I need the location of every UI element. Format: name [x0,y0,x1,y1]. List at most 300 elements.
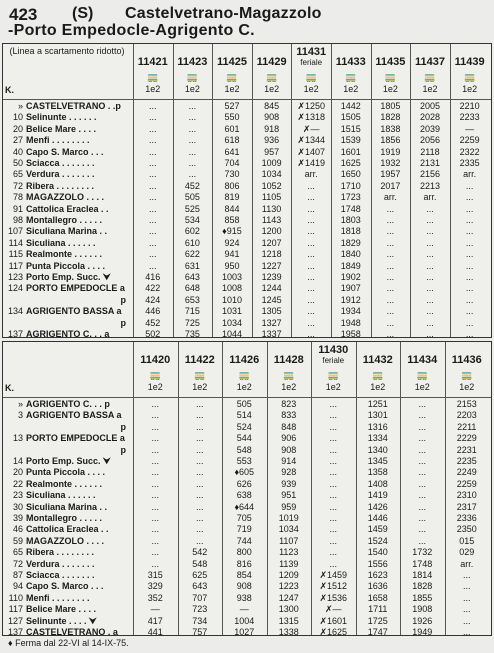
time-cell: ... [195,467,204,478]
time-cell: ... [149,158,157,168]
train-number: 11429 [256,56,287,68]
time-cell: ... [307,283,315,294]
km-value: 110 [8,592,23,603]
time-cell: 1009 [261,158,282,168]
table-row [3,456,491,467]
time-cell: ... [426,272,434,282]
time-cell: 1710 [340,180,361,191]
time-cell: 1838 [380,123,401,134]
time-cell: ... [426,317,434,328]
time-cell: 1019 [278,513,299,523]
railcar-icon: 🚃 [372,370,384,380]
time-cell: 1130 [261,203,282,214]
km-value: 20 [12,467,23,478]
class-label: 1e2 [192,382,208,392]
time-cell: 1828 [412,581,433,592]
station-name: Realmonte . . . . . . [26,478,103,489]
train-number-11426 [224,354,265,366]
time-cell: 548 [192,558,208,569]
station-name: Porto Emp. Succ. ⮟ [26,456,111,466]
train-number-11430 [313,344,354,365]
time-cell: 505 [184,192,200,203]
railcar-icon: 🚃 [327,370,339,380]
time-cell: 2039 [419,123,440,134]
time-cell: ... [151,421,159,432]
time-cell: ... [151,501,159,512]
station-name: Capo S. Marco . . . [26,146,104,157]
time-cell: 1949 [412,627,433,637]
time-cell: 1105 [261,192,282,203]
table-row [3,490,491,501]
class-label: 1e2 [343,84,359,94]
time-cell: ✗1250 [297,101,325,111]
station-name: Siculiana . . . . . . [26,237,96,248]
time-cell: 452 [145,317,161,328]
time-cell: 744 [236,535,252,546]
time-cell: 2229 [456,433,477,444]
train-number-11431 [293,46,329,67]
time-cell: 1505 [340,112,361,123]
station-name: Siculiana Marina . . [26,226,108,237]
time-cell: 845 [264,101,280,111]
time-cell: ... [307,226,315,237]
train-days: feriale [300,58,323,67]
time-cell: 1218 [261,249,282,260]
station-name: Capo S. Marco . . . [26,581,104,592]
time-cell: ✗1407 [297,146,325,157]
km-value: 137 [7,627,23,637]
time-cell: 2118 [420,146,440,157]
table-row [3,627,491,638]
time-cell: 2310 [456,490,477,501]
time-cell: 2336 [456,513,477,523]
time-cell: 950 [224,260,240,271]
time-cell: ... [195,501,204,512]
time-cell: 2213 [419,180,440,191]
time-cell: ... [386,294,395,305]
time-cell: 806 [224,180,240,191]
time-cell: 1849 [340,260,361,271]
train-number: 11425 [216,56,247,68]
km-value: 13 [12,433,23,444]
time-cell: ... [307,317,315,328]
station-name: AGRIGENTO C. . . p [26,399,110,409]
time-cell: 329 [147,581,163,592]
time-cell: 848 [281,421,297,432]
time-cell: 854 [236,570,252,580]
time-cell: 908 [264,112,280,123]
time-cell: ... [149,237,157,248]
table-row [3,306,491,317]
time-cell: ... [426,237,434,248]
table-row [3,616,491,627]
time-cell: 1829 [340,237,361,248]
time-cell: 534 [184,215,200,225]
railcar-icon: 🚃 [305,72,317,82]
time-cell: ... [188,135,197,146]
time-cell: ... [418,410,426,421]
time-cell: ... [418,421,426,432]
class-label: 1e2 [325,382,341,392]
time-cell: arr. [304,169,318,180]
table-row [3,226,491,237]
table-row [3,410,491,421]
time-cell: ... [465,317,474,328]
time-cell: ... [151,558,159,569]
time-cell: 502 [145,329,161,339]
time-cell: 908 [281,444,297,455]
table-row [3,581,491,592]
time-cell: ... [149,260,157,271]
time-cell: 2028 [419,112,440,123]
table-row [3,181,491,192]
time-cell: 730 [224,169,240,180]
time-cell: — [150,604,160,615]
table-row [3,479,491,490]
time-cell: ... [426,226,434,237]
train-number-11436 [447,354,488,366]
time-cell: ... [426,260,434,271]
station-name: Cattolica Eraclea . . [26,524,109,535]
route-title-line2: -Porto Empedocle-Agrigento C. [8,22,255,39]
time-cell: ... [195,535,204,546]
time-cell: 2259 [456,478,477,489]
time-cell: ... [195,444,204,455]
time-cell: 1027 [234,627,255,637]
time-cell: 1419 [367,490,388,501]
station-name: Porto Emp. Succ. ⮟ [26,272,111,282]
time-cell: 1408 [367,478,388,489]
time-cell: 2131 [419,158,440,168]
table-row [3,169,491,180]
train-number-11435 [373,56,409,68]
train-number: 11439 [454,56,485,68]
time-cell: 424 [145,294,161,305]
table-row [3,261,491,272]
time-cell: ... [151,456,159,466]
time-cell: ... [386,329,395,339]
time-cell: ... [329,501,337,512]
time-cell: ... [149,192,157,203]
route-title-line1: Castelvetrano-Magazzolo [125,5,322,22]
time-cell: 1031 [221,306,242,317]
table-row [3,158,491,169]
time-cell: ... [418,490,426,501]
time-cell: 939 [281,478,297,489]
time-cell: 1814 [412,570,433,580]
station-name: MAGAZZOLO . . . . [26,192,104,203]
time-cell: 1052 [261,180,282,191]
km-value: 124 [7,283,23,294]
table-row [3,467,491,478]
time-cell: ... [418,467,426,478]
time-cell: 823 [281,399,297,409]
time-cell: 1239 [261,272,282,282]
train-number-11437 [412,56,448,68]
time-cell: ... [329,444,337,455]
time-cell: ... [188,123,197,134]
station-name: Selinunte . . . . ⮟ [26,615,97,626]
time-cell: 1345 [367,456,388,466]
time-cell: ... [151,410,159,421]
time-cell: ... [462,615,471,626]
time-cell: 1932 [380,158,401,168]
time-cell: ... [426,294,434,305]
time-cell: ... [149,112,157,123]
time-cell: 315 [147,570,163,580]
time-cell: ✗1536 [319,592,348,603]
class-label: 1e2 [184,84,200,94]
time-cell: ✗1512 [319,581,348,592]
train-number: 11433 [335,56,366,68]
time-cell: 452 [184,180,200,191]
time-cell: 1004 [234,615,255,626]
railcar-icon: 🚃 [424,72,436,82]
time-cell: ... [329,558,337,569]
table-row [3,593,491,604]
table-row [3,204,491,215]
railcar-icon: 🚃 [149,370,161,380]
time-cell: 1934 [340,306,361,317]
station-name: p [120,317,126,328]
km-header: K. [5,383,14,393]
time-cell: 422 [145,283,161,294]
table-row [3,559,491,570]
time-cell: ... [329,513,337,523]
time-cell: ... [188,112,197,123]
time-cell: 1223 [278,581,299,592]
time-cell: 527 [224,101,240,111]
time-cell: ✗1318 [297,112,325,123]
time-cell: ... [465,294,474,305]
time-cell: 2153 [456,399,477,409]
time-cell: ... [418,501,426,512]
time-cell: 1601 [340,146,361,157]
railcar-icon: 🚃 [384,72,396,82]
station-name: CASTELVETRANO . a [26,627,118,637]
time-cell: 1840 [340,249,361,260]
time-cell: ... [418,456,426,466]
time-cell: ... [307,180,315,191]
time-cell: ... [386,215,395,225]
km-value: 134 [7,306,23,317]
time-cell: 648 [184,283,200,294]
time-cell: ... [465,237,474,248]
km-value: » [17,399,23,409]
time-cell: 550 [224,112,240,123]
time-cell: 544 [236,433,252,444]
time-cell: ... [307,237,315,248]
time-cell: ... [386,317,395,328]
time-cell: ✗1344 [297,135,325,146]
table-row [3,101,491,112]
time-cell: 1247 [278,592,299,603]
railcar-icon: 🚃 [238,370,250,380]
time-cell: ... [386,283,395,294]
table-row [3,135,491,146]
class-label: 1e2 [303,84,319,94]
time-cell: 1650 [340,169,361,180]
train-number-11428 [269,354,310,366]
time-cell: 2156 [419,169,440,180]
time-cell: ... [149,249,157,260]
class-label: 1e2 [414,382,430,392]
time-cell: 715 [184,306,200,317]
time-cell: ... [149,169,157,180]
time-cell: ... [418,399,426,409]
time-cell: ... [418,444,426,455]
station-name: AGRIGENTO C. . . a [26,329,110,339]
time-cell: 1316 [367,421,388,432]
train-number: 11437 [414,56,445,68]
time-cell: 029 [459,547,475,558]
time-cell: 928 [281,467,297,478]
time-cell: 1044 [221,329,242,339]
station-name: p [120,294,126,305]
train-number-11439 [452,56,488,68]
train-number: 11434 [407,354,438,366]
table-row [3,329,491,340]
time-cell: 2317 [456,501,477,512]
time-cell: 2249 [456,467,477,478]
time-cell: ... [149,215,157,225]
time-cell: 938 [236,592,252,603]
station-name: Selinunte . . . . . . [26,112,97,123]
train-number-11421 [135,56,171,68]
time-cell: ... [462,581,471,592]
km-value: » [17,101,23,111]
station-name: Belice Mare . . . . [26,604,97,615]
time-cell: 015 [459,535,475,546]
time-cell: 622 [184,249,200,260]
station-name: Punta Piccola . . . . [26,260,106,271]
time-cell: 1209 [278,570,299,580]
time-cell: ✗— [324,604,342,615]
time-cell: ... [149,146,157,157]
time-cell: 1658 [367,592,388,603]
time-cell: 626 [236,478,252,489]
table-row [3,570,491,581]
time-cell: 1010 [221,294,242,305]
time-cell: ... [307,260,315,271]
time-cell: 2017 [380,180,401,191]
time-cell: ... [149,226,157,237]
time-cell: ... [418,513,426,523]
time-cell: ... [151,467,159,478]
time-cell: 1636 [367,581,388,592]
time-cell: 833 [281,410,297,421]
train-number: 11436 [451,354,482,366]
table-row [3,147,491,158]
time-cell: ... [307,203,315,214]
station-name: Belice Mare . . . . [26,123,97,134]
time-cell: 1556 [367,558,388,569]
train-number-11433 [333,56,369,68]
time-cell: ... [465,226,474,237]
time-cell: 505 [236,399,252,409]
time-cell: 618 [224,135,240,146]
train-number-11425 [214,56,250,68]
time-cell: 1442 [340,101,361,111]
time-cell: ... [465,203,474,214]
time-cell: 1200 [261,226,282,237]
time-cell: 643 [192,581,208,592]
table-row [3,536,491,547]
time-cell: ... [307,306,315,317]
time-cell: 2259 [459,135,480,146]
time-cell: ... [149,180,157,191]
time-cell: 542 [192,547,208,558]
time-cell: 1908 [412,604,433,615]
table-row [3,295,491,306]
time-cell: 1334 [367,433,388,444]
station-name: Montallegro . . . . . [26,215,103,225]
railcar-icon: 🚃 [194,370,206,380]
time-cell: ... [149,101,157,111]
time-cell: ... [195,421,204,432]
time-cell: ... [426,203,434,214]
railcar-icon: 🚃 [463,72,476,82]
time-cell: ✗1601 [319,615,348,626]
time-cell: ... [329,524,337,535]
train-number-11429 [254,56,290,68]
time-cell: 1725 [367,615,388,626]
time-cell: ... [151,490,159,501]
time-cell: 416 [145,272,161,282]
time-cell: ... [307,215,315,225]
time-cell: 2350 [456,524,477,535]
time-cell: ... [151,513,159,523]
station-name: MAGAZZOLO . . . . [26,535,104,546]
time-cell: 2231 [456,444,477,455]
line-note: (Linea a scartamento ridotto) [9,46,125,56]
km-value: 65 [12,169,23,180]
time-cell: ... [149,135,157,146]
time-cell: ... [151,535,159,546]
station-name: Menfi . . . . . . . . [26,592,90,603]
time-cell: ... [465,249,474,260]
train-number-11434 [402,354,443,366]
train-number: 11423 [177,56,208,68]
time-cell: ... [151,547,159,558]
time-cell: 524 [236,421,252,432]
time-cell: 1245 [261,294,282,305]
station-name: Cattolica Eraclea . . [26,203,109,214]
time-cell: 719 [236,524,252,535]
time-cell: 525 [184,203,200,214]
time-cell: 1300 [278,604,299,615]
time-cell: 631 [184,260,200,271]
time-cell: 704 [224,158,240,168]
time-cell: ... [329,456,337,466]
railcar-icon: 🚃 [186,72,198,82]
time-cell: ... [386,272,395,282]
time-cell: ... [426,306,434,317]
km-value: 39 [12,513,23,523]
table-row [3,318,491,329]
time-cell: 1625 [340,158,361,168]
time-cell: ♦605 [234,467,255,478]
time-cell: 725 [184,317,200,328]
table-row [3,272,491,283]
train-number-11420 [135,354,176,366]
time-cell: 2322 [459,146,480,157]
time-cell: ... [386,306,395,317]
time-cell: ... [329,421,337,432]
time-cell: 1540 [367,547,388,558]
time-cell: ... [465,283,474,294]
km-value: 123 [7,272,23,282]
